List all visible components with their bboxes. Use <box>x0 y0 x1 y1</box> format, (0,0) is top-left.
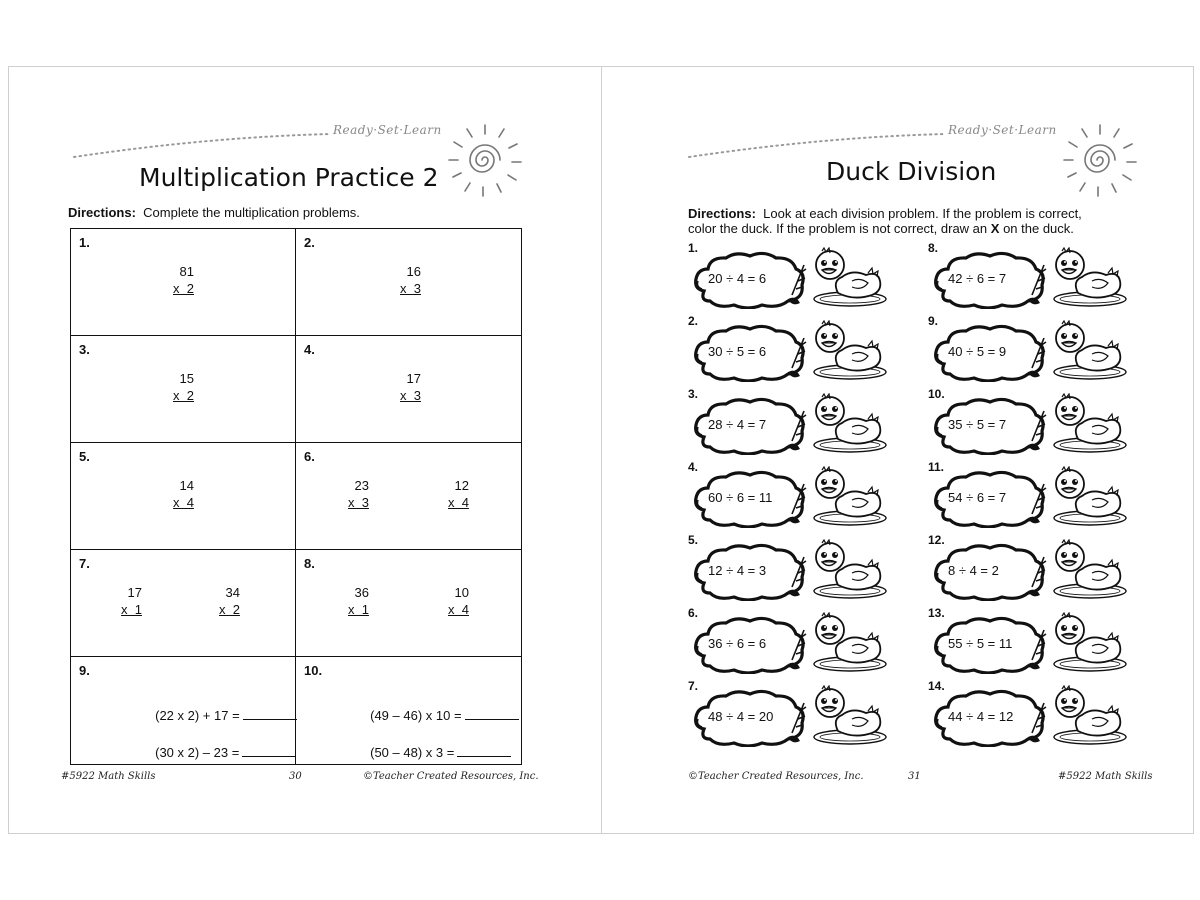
division-equation: 8 ÷ 4 = 2 <box>948 563 999 578</box>
problem-number: 7. <box>79 556 90 571</box>
footer-right: #5922 Math Skills <box>1058 771 1153 782</box>
right-page <box>602 67 1194 833</box>
problem-number: 10. <box>304 663 323 678</box>
problem-number: 14. <box>928 679 945 693</box>
duck-problem-row[interactable] <box>928 460 1128 526</box>
problem-cell <box>296 550 521 657</box>
problem-number: 3. <box>79 342 90 357</box>
answer-blank[interactable] <box>457 745 511 757</box>
problem-cell <box>296 443 521 550</box>
duck-icon <box>808 320 888 382</box>
problem-number: 4. <box>688 460 699 474</box>
directions-line-2b: on the duck. <box>1003 221 1074 236</box>
book-spread <box>8 66 1194 834</box>
multiplicand: 10 <box>454 585 469 600</box>
problem-cell <box>71 336 296 443</box>
division-equation: 20 ÷ 4 = 6 <box>708 271 767 286</box>
duck-problem-row[interactable] <box>688 533 888 599</box>
problem-number: 2. <box>304 235 315 250</box>
multiplicand: 81 <box>179 264 194 279</box>
page-number: 30 <box>289 771 302 782</box>
multiplicand: 34 <box>225 585 240 600</box>
division-equation: 44 ÷ 4 = 12 <box>948 709 1014 724</box>
page-title: Multiplication Practice 2 <box>139 163 439 192</box>
problem-number: 11. <box>928 460 945 474</box>
duck-problem-row[interactable] <box>688 679 888 745</box>
problem-number: 3. <box>688 387 699 401</box>
duck-icon <box>1048 247 1128 309</box>
ready-set-learn-logo: Ready·Set·Learn <box>333 123 442 137</box>
duck-problem-row[interactable] <box>928 314 1128 380</box>
left-page <box>9 67 601 833</box>
duck-icon <box>808 539 888 601</box>
problem-cell <box>296 336 521 443</box>
problem-number: 6. <box>688 606 699 620</box>
problem-cell <box>296 657 521 764</box>
multiplier: x 4 <box>173 495 194 510</box>
page-number: 31 <box>908 771 921 782</box>
multiplier: x 1 <box>348 602 369 617</box>
problem-number: 4. <box>304 342 315 357</box>
problem-number: 10. <box>928 387 945 401</box>
multiplier: x 3 <box>400 388 421 403</box>
duck-problem-row[interactable] <box>928 241 1128 307</box>
multiplicand: 14 <box>179 478 194 493</box>
duck-problem-row[interactable] <box>928 679 1128 745</box>
multiplicand: 12 <box>454 478 469 493</box>
problem-cell <box>71 443 296 550</box>
multiplier: x 4 <box>448 602 469 617</box>
problem-number: 12. <box>928 533 945 547</box>
page-title: Duck Division <box>826 157 997 186</box>
answer-blank[interactable] <box>243 708 297 720</box>
directions-label: Directions: <box>68 205 136 220</box>
problem-cell <box>71 550 296 657</box>
problem-number: 9. <box>79 663 90 678</box>
sun-icon <box>1060 122 1140 198</box>
division-equation: 55 ÷ 5 = 11 <box>948 636 1013 651</box>
problem-number: 8. <box>928 241 939 255</box>
problem-grid <box>70 228 522 765</box>
directions-x: X <box>990 221 1000 236</box>
answer-blank[interactable] <box>465 708 519 720</box>
duck-icon <box>808 247 888 309</box>
duck-problem-row[interactable] <box>928 606 1128 672</box>
footer-left: #5922 Math Skills <box>61 771 156 782</box>
multiplication-problem <box>448 477 469 511</box>
multiplier: x 2 <box>173 388 194 403</box>
multiplicand: 16 <box>406 264 421 279</box>
duck-icon <box>1048 393 1128 455</box>
expression-problem <box>334 730 511 775</box>
problem-number: 1. <box>79 235 90 250</box>
expression-problem <box>119 730 296 775</box>
problem-number: 5. <box>688 533 699 547</box>
division-equation: 40 ÷ 5 = 9 <box>948 344 1007 359</box>
duck-icon <box>1048 612 1128 674</box>
division-equation: 54 ÷ 6 = 7 <box>948 490 1007 505</box>
multiplier: x 2 <box>173 281 194 296</box>
division-equation: 60 ÷ 6 = 11 <box>708 490 773 505</box>
duck-problem-row[interactable] <box>928 533 1128 599</box>
problem-number: 9. <box>928 314 939 328</box>
duck-problem-row[interactable] <box>688 314 888 380</box>
multiplication-problem <box>173 263 194 297</box>
multiplicand: 23 <box>354 478 369 493</box>
problem-number: 13. <box>928 606 945 620</box>
directions <box>688 206 1128 236</box>
footer-left: ©Teacher Created Resources, Inc. <box>688 771 864 782</box>
multiplication-problem <box>400 370 421 404</box>
expression-text: (50 – 48) x 3 = <box>370 745 455 760</box>
directions-label: Directions: <box>688 206 756 221</box>
duck-icon <box>1048 320 1128 382</box>
division-equation: 28 ÷ 4 = 7 <box>708 417 767 432</box>
division-equation: 48 ÷ 4 = 20 <box>708 709 774 724</box>
directions-line-1: Look at each division problem. If the problem is correct, <box>763 206 1082 221</box>
division-equation: 30 ÷ 5 = 6 <box>708 344 767 359</box>
division-equation: 35 ÷ 5 = 7 <box>948 417 1007 432</box>
multiplication-problem <box>400 263 421 297</box>
problem-number: 6. <box>304 449 315 464</box>
directions-text: Complete the multiplication problems. <box>143 205 360 220</box>
multiplier: x 3 <box>400 281 421 296</box>
duck-icon <box>808 685 888 747</box>
problem-cell <box>296 229 521 336</box>
ready-set-learn-logo: Ready·Set·Learn <box>948 123 1057 137</box>
multiplicand: 36 <box>354 585 369 600</box>
division-equation: 36 ÷ 6 = 6 <box>708 636 767 651</box>
problem-number: 2. <box>688 314 699 328</box>
multiplier: x 1 <box>121 602 142 617</box>
division-equation: 12 ÷ 4 = 3 <box>708 563 767 578</box>
answer-blank[interactable] <box>242 745 296 757</box>
duck-problem-row[interactable] <box>928 387 1128 453</box>
directions <box>68 205 360 220</box>
multiplication-problem <box>448 584 469 618</box>
multiplier: x 4 <box>448 495 469 510</box>
problem-number: 5. <box>79 449 90 464</box>
multiplication-problem <box>173 477 194 511</box>
multiplicand: 15 <box>179 371 194 386</box>
multiplicand: 17 <box>127 585 142 600</box>
duck-icon <box>808 466 888 528</box>
duck-problem-row[interactable] <box>688 387 888 453</box>
multiplication-problem <box>173 370 194 404</box>
multiplication-problem <box>121 584 142 618</box>
problem-cell <box>71 657 296 764</box>
problem-number: 8. <box>304 556 315 571</box>
multiplication-problem <box>348 477 369 511</box>
duck-icon <box>808 612 888 674</box>
multiplier: x 3 <box>348 495 369 510</box>
multiplication-problem <box>219 584 240 618</box>
duck-icon <box>1048 466 1128 528</box>
duck-problem-row[interactable] <box>688 241 888 307</box>
directions-line-2a: color the duck. If the problem is not correct, draw an <box>688 221 988 236</box>
expression-text: (49 – 46) x 10 = <box>370 708 462 723</box>
duck-icon <box>1048 685 1128 747</box>
expression-text: (22 x 2) + 17 = <box>155 708 240 723</box>
duck-problem-row[interactable] <box>688 460 888 526</box>
expression-text: (30 x 2) – 23 = <box>155 745 240 760</box>
multiplier: x 2 <box>219 602 240 617</box>
problem-cell <box>71 229 296 336</box>
division-equation: 42 ÷ 6 = 7 <box>948 271 1007 286</box>
problem-number: 7. <box>688 679 699 693</box>
duck-problem-row[interactable] <box>688 606 888 672</box>
multiplication-problem <box>348 584 369 618</box>
problem-number: 1. <box>688 241 699 255</box>
duck-icon <box>1048 539 1128 601</box>
footer-right: ©Teacher Created Resources, Inc. <box>363 771 539 782</box>
duck-icon <box>808 393 888 455</box>
sun-icon <box>445 122 525 198</box>
multiplicand: 17 <box>406 371 421 386</box>
